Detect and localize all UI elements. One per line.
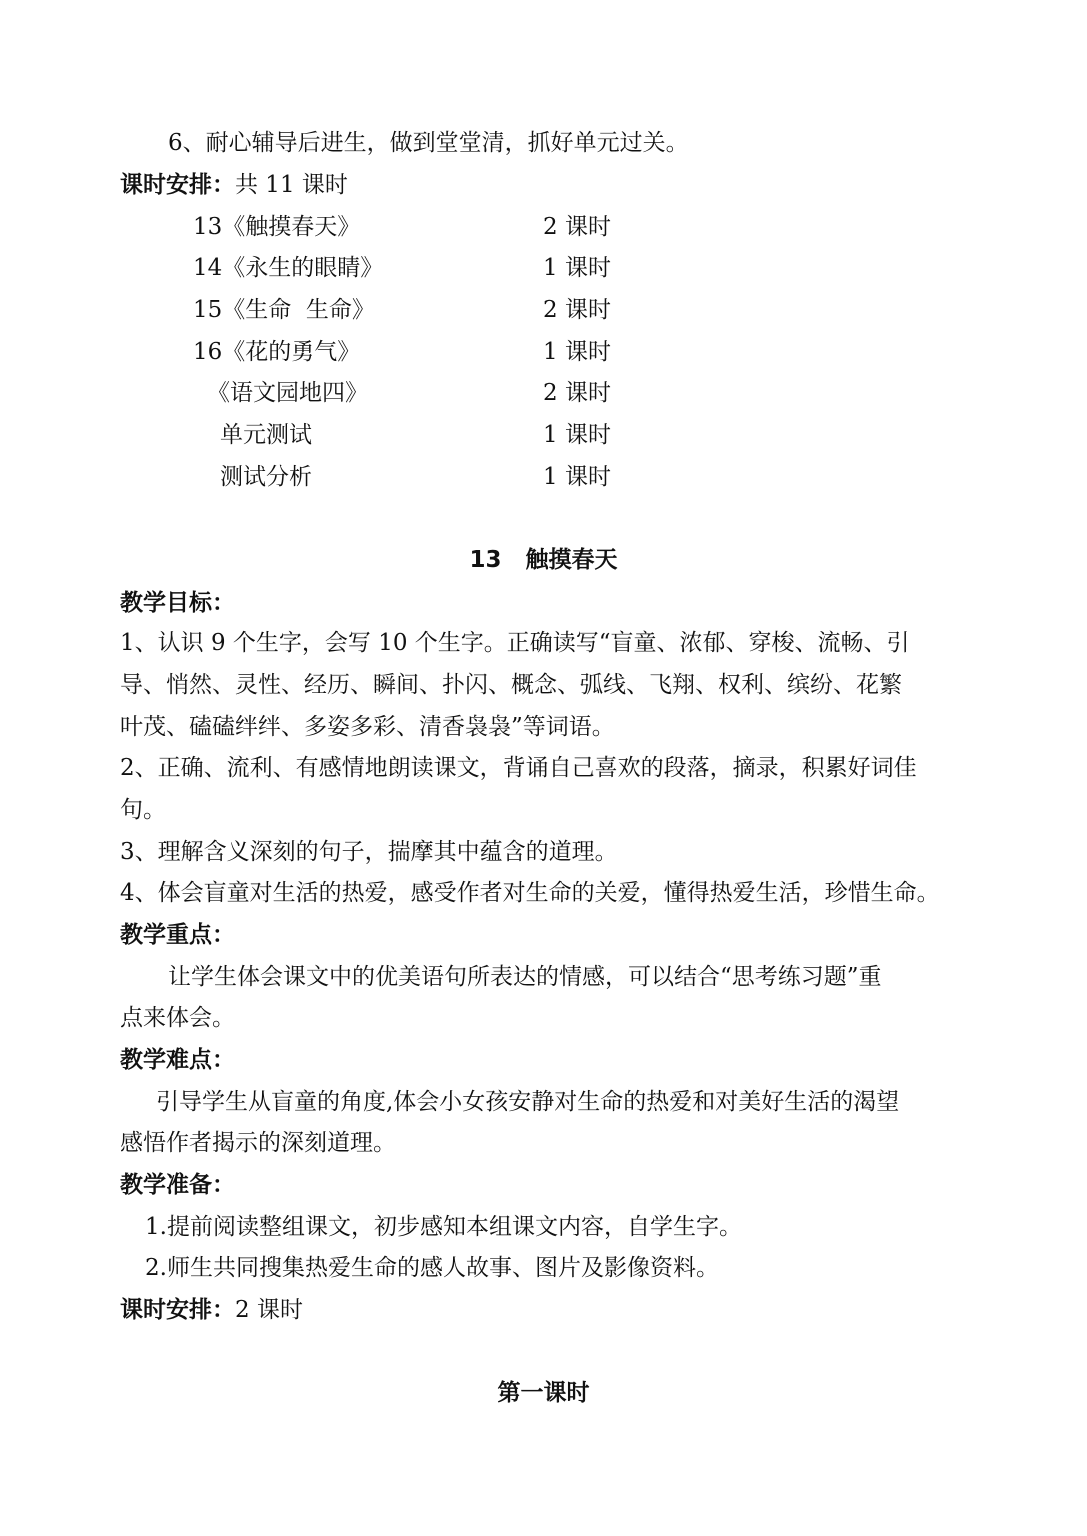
difficulties-heading: 教学难点： bbox=[120, 1047, 235, 1073]
unit-schedule-total: 共 11 课时 bbox=[235, 172, 348, 198]
unit-schedule-line bbox=[120, 171, 970, 199]
schedule-item-name: 13《触摸春天》 bbox=[193, 214, 361, 240]
goals-line: 2、正确、流利、有感情地朗读课文，背诵自己喜欢的段落，摘录，积累好词佳 bbox=[120, 755, 917, 781]
goals-heading: 教学目标： bbox=[120, 590, 235, 616]
difficulties-line: 引导学生从盲童的角度,体会小女孩安静对生命的热爱和对美好生活的渴望 bbox=[156, 1089, 900, 1115]
unit-schedule-label: 课时安排： bbox=[120, 172, 235, 198]
schedule-item-hours: 1 课时 bbox=[543, 339, 611, 365]
preparation-line: 2.师生共同搜集热爱生命的感人故事、图片及影像资料。 bbox=[145, 1255, 719, 1281]
schedule-item-hours: 2 课时 bbox=[543, 297, 611, 323]
schedule-item-name: 单元测试 bbox=[220, 422, 312, 448]
key-points-line: 点来体会。 bbox=[120, 1005, 235, 1031]
schedule-item-name: 14《永生的眼睛》 bbox=[193, 255, 384, 281]
schedule-item-hours: 1 课时 bbox=[543, 422, 611, 448]
lesson-schedule-line bbox=[120, 1296, 970, 1324]
lesson-schedule-label: 课时安排： bbox=[120, 1297, 235, 1323]
goals-line: 4、体会盲童对生活的热爱，感受作者对生命的关爱，懂得热爱生活，珍惜生命。 bbox=[120, 880, 940, 906]
schedule-item-hours: 1 课时 bbox=[543, 464, 611, 490]
goals-line: 导、悄然、灵性、经历、瞬间、扑闪、概念、弧线、飞翔、权利、缤纷、花繁 bbox=[120, 672, 902, 698]
goals-line: 3、理解含义深刻的句子，揣摩其中蕴含的道理。 bbox=[120, 839, 618, 865]
goals-line: 叶茂、磕磕绊绊、多姿多彩、清香袅袅”等词语。 bbox=[120, 714, 615, 740]
schedule-item-hours: 2 课时 bbox=[543, 214, 611, 240]
intro-item-6: 6、耐心辅导后进生，做到堂堂清，抓好单元过关。 bbox=[168, 130, 689, 156]
schedule-item-name: 15《生命 生命》 bbox=[193, 297, 375, 323]
lesson-schedule-value: 2 课时 bbox=[235, 1297, 303, 1323]
key-points-heading: 教学重点： bbox=[120, 922, 235, 948]
difficulties-line: 感悟作者揭示的深刻道理。 bbox=[120, 1130, 396, 1156]
period-title: 第一课时 bbox=[497, 1380, 590, 1406]
key-points-line: 让学生体会课文中的优美语句所表达的情感，可以结合“思考练习题”重 bbox=[168, 964, 882, 990]
lesson-title: 13 触摸春天 bbox=[469, 547, 618, 573]
schedule-item-hours: 2 课时 bbox=[543, 380, 611, 406]
goals-line: 1、认识 9 个生字，会写 10 个生字。正确读写“盲童、浓郁、穿梭、流畅、引 bbox=[120, 630, 910, 656]
preparation-heading: 教学准备： bbox=[120, 1172, 235, 1198]
schedule-item-name: 16《花的勇气》 bbox=[193, 339, 361, 365]
goals-line: 句。 bbox=[120, 797, 166, 823]
schedule-item-name: 《语文园地四》 bbox=[207, 380, 368, 406]
preparation-line: 1.提前阅读整组课文，初步感知本组课文内容，自学生字。 bbox=[145, 1214, 742, 1240]
schedule-item-name: 测试分析 bbox=[220, 464, 312, 490]
schedule-item-hours: 1 课时 bbox=[543, 255, 611, 281]
